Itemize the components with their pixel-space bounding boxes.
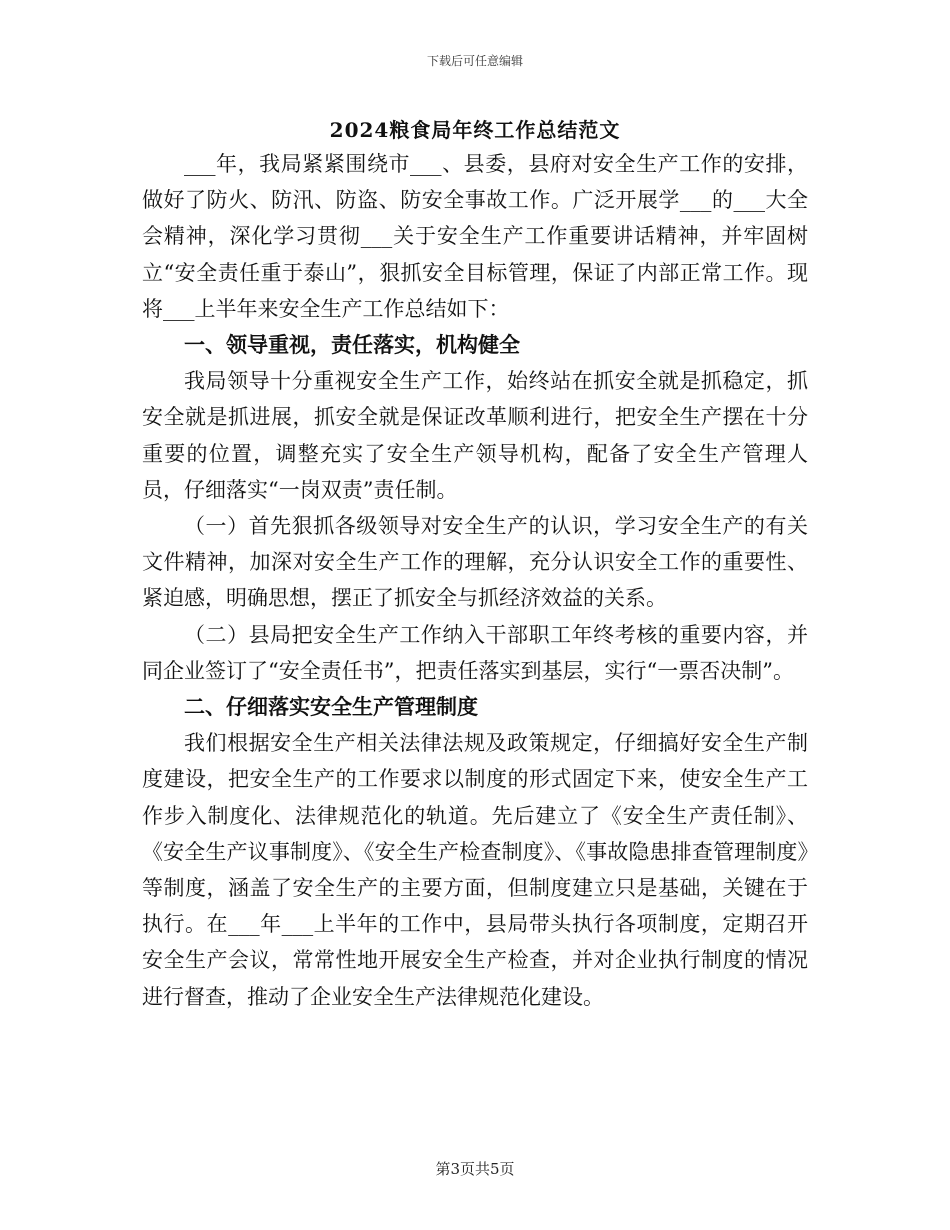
body-paragraph: （二）县局把安全生产工作纳入干部职工年终考核的重要内容，并同企业签订了“安全责任书”，把责任落实到基层，实行“一票否决制”。 xyxy=(142,622,808,683)
intro-paragraph: ___年，我局紧紧围绕市___、县委，县府对安全生产工作的安排，做好了防火、防汛、防盗、防安全事故工作。广泛开展学___的___大全会精神，深化学习贯彻___关于安全生产工作重要讲话精神，并牢固树立“安全责任重于泰山”，狠抓安全目标管理，保证了内部正常工作。现将___上半年来安全生产工作总结如下： xyxy=(142,152,808,321)
section-heading-2: 二、仔细落实安全生产管理制度 xyxy=(184,694,478,720)
body-paragraph: 我们根据安全生产相关法律法规及政策规定，仔细搞好安全生产制度建设，把安全生产的工作要求以制度的形式固定下来，使安全生产工作步入制度化、法律规范化的轨道。先后建立了《安全生产责任制》、《安全生产议事制度》、《安全生产检查制度》、《事故隐患排查管理制度》等制度，涵盖了安全生产的主要方面，但制度建立只是基础，关键在于执行。在___年___上半年的工作中，县局带头执行各项制度，定期召开安全生产会议，常常性地开展安全生产检查，并对企业执行制度的情况进行督查，推动了企业安全生产法律规范化建设。 xyxy=(142,731,808,1009)
document-title: 2024粮食局年终工作总结范文 xyxy=(329,118,621,142)
body-paragraph: 我局领导十分重视安全生产工作，始终站在抓安全就是抓稳定，抓安全就是抓进展，抓安全就是保证改革顺利进行，把安全生产摆在十分重要的位置，调整充实了安全生产领导机构，配备了安全生产管理人员，仔细落实“一岗双责”责任制。 xyxy=(142,369,808,502)
document-body xyxy=(142,146,808,1015)
body-paragraph: （一）首先狠抓各级领导对安全生产的认识，学习安全生产的有关文件精神，加深对安全生产工作的理解，充分认识安全工作的重要性、紧迫感，明确思想，摆正了抓安全与抓经济效益的关系。 xyxy=(142,514,808,611)
section-heading-1: 一、领导重视，责任落实，机构健全 xyxy=(184,332,520,358)
header-note: 下载后可任意编辑 xyxy=(426,54,523,68)
page-number-footer: 第3页共5页 xyxy=(435,1160,515,1178)
